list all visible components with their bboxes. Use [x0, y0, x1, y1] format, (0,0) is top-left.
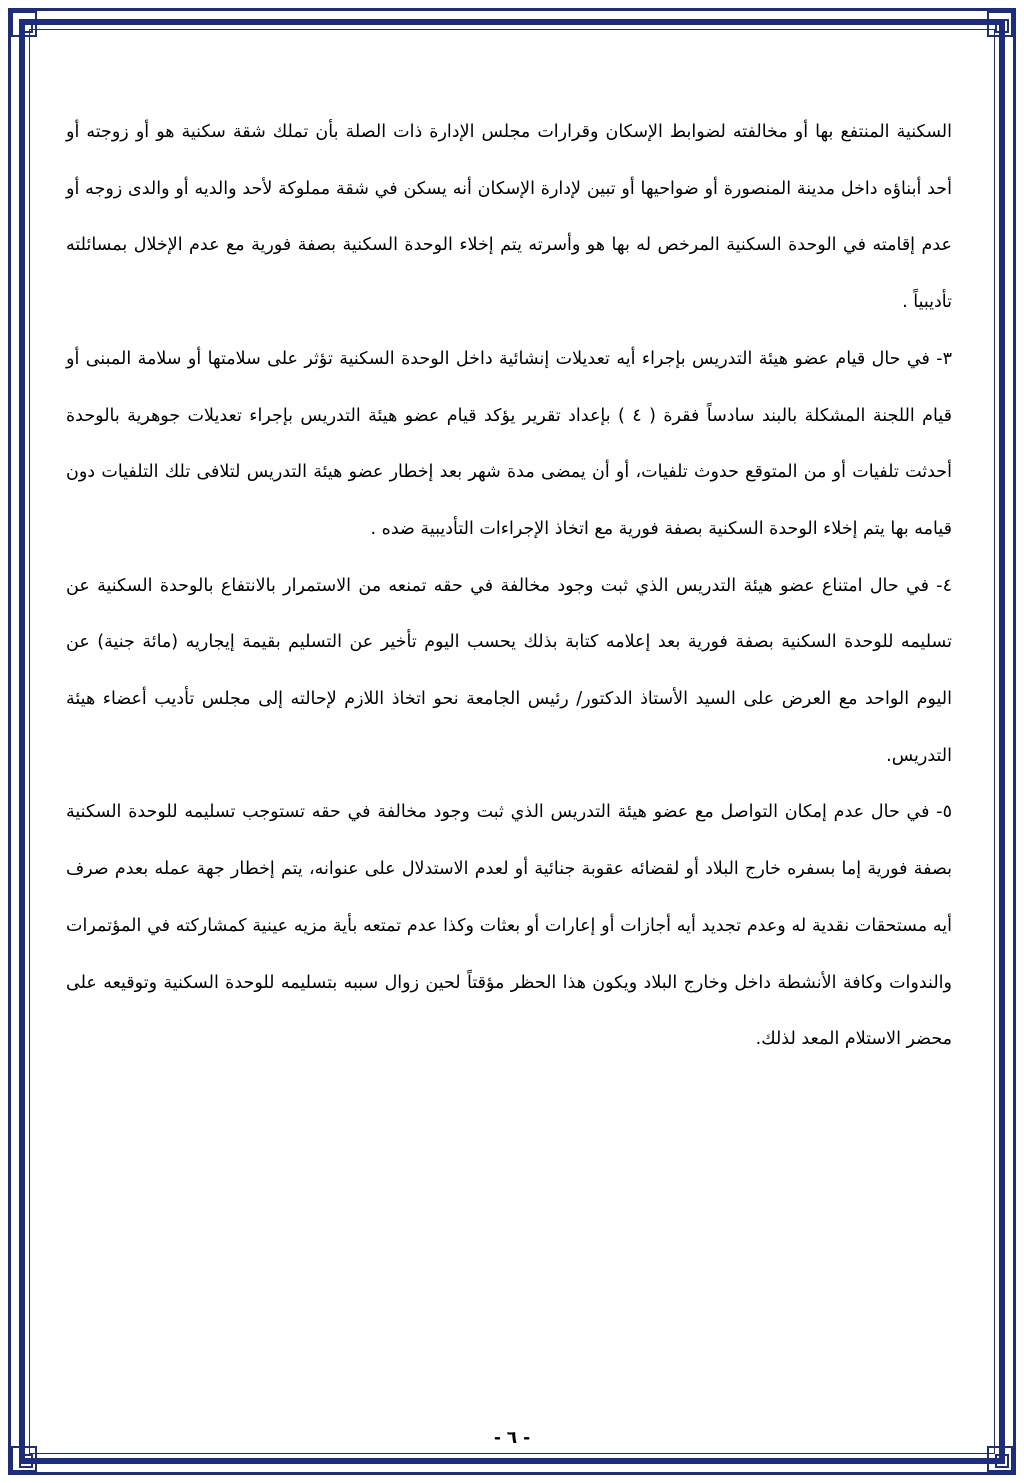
paragraph-clause-5: ٥- في حال عدم إمكان التواصل مع عضو هيئة التدريس الذي ثبت وجود مخالفة في حقه تستوجب تسليمه للوحدة السكنية بصفة فورية إما بسفره خارج البلاد أو لقضائه عقوبة جنائية أو لعدم الاستدلال على عنوانه، يتم إخطار جهة عمله بعدم صرف أيه مستحقات نقدية له وعدم تجديد أيه أجازات أو إعارات أو بعثات وكذا عدم تمتعه بأية مزيه عينية كمشاركته في المؤتمرات والندوات وكافة الأنشطة داخل وخارج البلاد ويكون هذا الحظر مؤقتاً لحين زوال سببه بتسليمه للوحدة السكنية وتوقيعه على محضر الاستلام المعد لذلك.	[66, 802, 952, 1050]
paragraph-clause-4: ٤- في حال امتناع عضو هيئة التدريس الذي ثبت وجود مخالفة في حقه تمنعه من الاستمرار بالانتفاع بالوحدة السكنية عن تسليمه للوحدة السكنية بصفة فورية بعد إعلامه كتابة بذلك يحسب اليوم تأخير عن التسليم بقيمة إيجاريه (مائة جنية) عن اليوم الواحد مع العرض على السيد الأستاذ الدكتور/ رئيس الجامعة نحو اتخاذ اللازم لإحالته إلى مجلس تأديب أعضاء هيئة التدريس.	[66, 575, 952, 766]
paragraph-housing-violation: السكنية المنتفع بها أو مخالفته لضوابط الإسكان وقرارات مجلس الإدارة ذات الصلة بأن تملك شقة سكنية هو أو زوجته أو أحد أبناؤه داخل مدينة المنصورة أو ضواحيها أو تبين لإدارة الإسكان أنه يسكن في شقة مملوكة لأحد والديه أو والدى زوجه أو عدم إقامته في الوحدة السكنية المرخص له بها هو وأسرته يتم إخلاء الوحدة السكنية بصفة فورية مع عدم الإخلال بمسائلته تأديبياً .	[66, 122, 952, 313]
document-body	[66, 104, 952, 1068]
paragraph-clause-3: ٣- في حال قيام عضو هيئة التدريس بإجراء أيه تعديلات إنشائية داخل الوحدة السكنية تؤثر على سلامتها أو سلامة المبنى أو قيام اللجنة المشكلة بالبند سادساً فقرة ( ٤ ) بإعداد تقرير يؤكد قيام عضو هيئة التدريس بإجراء تعديلات جوهرية بالوحدة أحدثت تلفيات أو من المتوقع حدوث تلفيات، أو أن يمضى مدة شهر بعد إخطار عضو هيئة التدريس لتلافى تلك التلفيات دون قيامه بها يتم إخلاء الوحدة السكنية بصفة فورية مع اتخاذ الإجراءات التأديبية ضده .	[66, 348, 952, 539]
page-number: - ٦ -	[493, 1428, 531, 1448]
